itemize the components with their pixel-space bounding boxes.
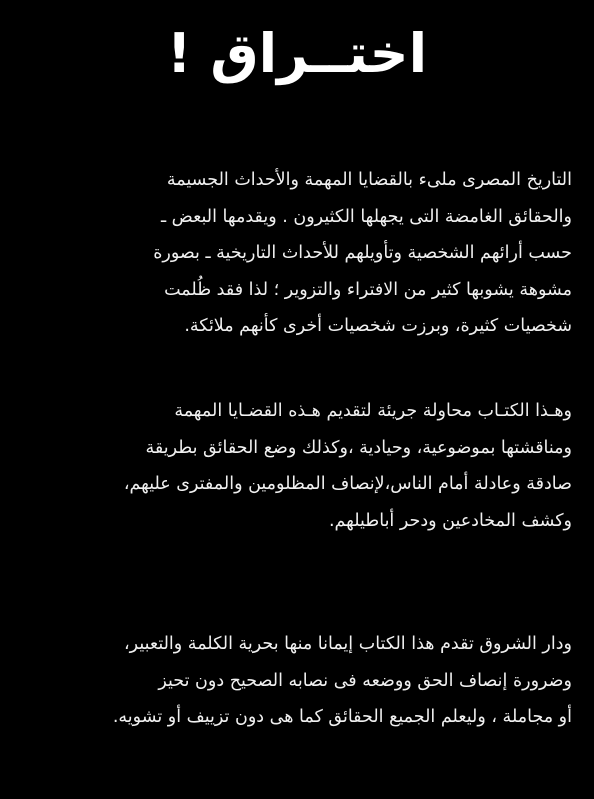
- text-line: وهـذا الكتـاب محاولة جريئة لتقديم هـذه القضـايا المهمة: [174, 401, 572, 421]
- text-line: والحقائق الغامضة التى يجهلها الكثيرون . ويقدمها البعض ـ: [160, 206, 572, 227]
- text-line: التاريخ المصرى ملىء بالقضايا المهمة والأحداث الجسيمة: [166, 170, 572, 190]
- text-line: وضرورة إنصاف الحق ووضعه فى نصابه الصحيح دون تحيز: [158, 670, 572, 691]
- paragraph-publisher-note: [22, 626, 572, 736]
- text-line: مشوهة يشوبها كثير من الافتراء والتزوير ؛ لذا فقد ظُلمت: [164, 279, 572, 300]
- text-line: صادقة وعادلة أمام الناس،لإنصاف المظلومين والمفترى عليهم،: [123, 474, 572, 495]
- page-title: اختــراق !: [166, 22, 428, 85]
- paragraph-book-purpose: [22, 393, 572, 539]
- text-line: ومناقشتها بموضوعية، وحيادية ،وكذلك وضع الحقائق بطريقة: [145, 437, 572, 458]
- text-line: شخصيات كثيرة، وبرزت شخصيات أخرى كأنهم ملائكة.: [184, 316, 572, 337]
- text-line: ودار الشروق تقدم هذا الكتاب إيمانا منها بحرية الكلمة والتعبير،: [124, 634, 572, 654]
- text-line: أو مجاملة ، وليعلم الجميع الحقائق كما هى دون تزييف أو تشويه.: [112, 707, 572, 728]
- paragraph-intro: [22, 162, 572, 345]
- text-line: وكشف المخادعين ودحر أباطيلهم.: [328, 510, 572, 531]
- text-line: حسب أرائهم الشخصية وتأويلهم للأحداث التاريخية ـ بصورة: [153, 243, 572, 264]
